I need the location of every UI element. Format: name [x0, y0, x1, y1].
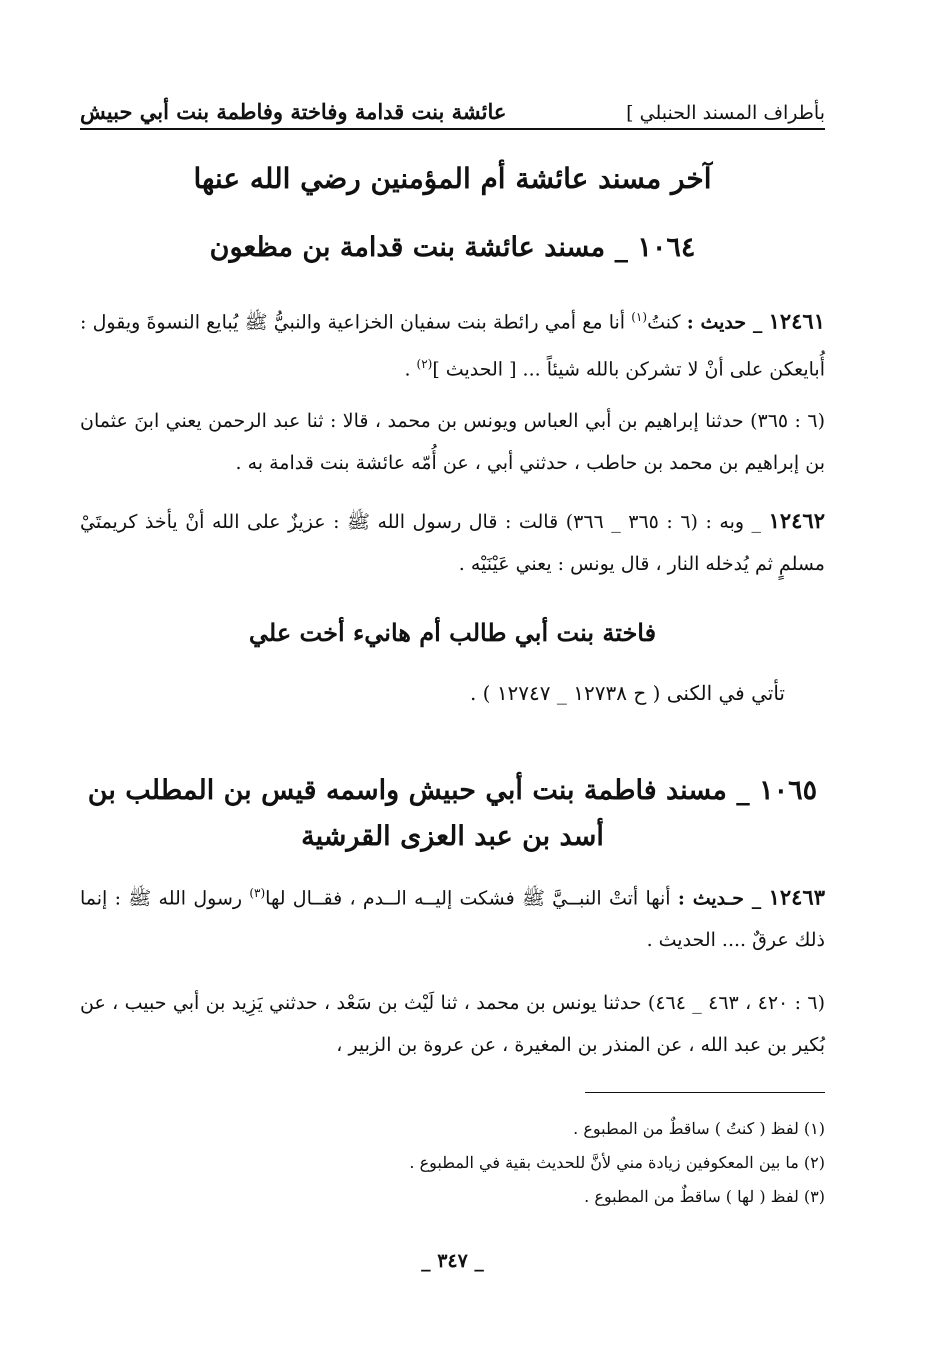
footnote-ref: (٢)	[416, 357, 433, 372]
hadith-number: ١٢٤٦١	[768, 308, 825, 334]
hadith-keyword: _ حديث :	[686, 311, 763, 334]
footnote-2: (٢) ما بين المعكوفين زيادة مني لأنَّ للحديث بقية في المطبوع .	[409, 1153, 825, 1172]
heading-end-musnad-aisha: آخر مسند عائشة أم المؤمنين رضي الله عنها	[193, 162, 712, 195]
hadith-text: أنا مع أمي رائطة بنت سفيان الخزاعية والنبيُّ ﷺ يُبايع النسوةَ ويقول : أُبايعكن على أنْ لا تشركن بالله شيئاً ... [ الحديث ]	[80, 311, 825, 381]
footnote-ref: (٣)	[249, 886, 266, 900]
footnote-3: (٣) لفظ ( لها ) ساقطٌ من المطبوع .	[584, 1187, 825, 1206]
footnote-divider	[585, 1092, 825, 1093]
running-header	[80, 92, 825, 130]
footnote-ref: (١)	[631, 310, 648, 324]
isnad-12463: (٦ : ٤٢٠ ، ٤٦٣ _ ٤٦٤) حدثنا يونس بن محمد ، ثنا لَيْث بن سَعْد ، حدثني يَزِيد بن أبي حبيب ، عن بُكير بن عبد الله ، عن المنذر بن المغيرة ، عن عروة بن الزبير ،	[80, 992, 825, 1056]
footnote-1: (١) لفظ ( كنتُ ) ساقطٌ من المطبوع .	[573, 1119, 825, 1138]
heading-musnad-1064: ١٠٦٤ _ مسند عائشة بنت قدامة بن مظعون	[209, 232, 696, 263]
page-number: _ ٣٤٧ _	[421, 1250, 484, 1272]
hadith-text-end: .	[404, 358, 411, 381]
hadith-12462	[80, 500, 825, 585]
header-book-title: بأطراف المسند الحنبلي ]	[626, 102, 825, 124]
hadith-text: أنها أتتْ النبــيَّ ﷺ فشكت إليــه الــدم ، فقــال لها	[265, 887, 671, 910]
hadith-12461	[80, 296, 825, 391]
hadith-text: رسول الله ﷺ : إنما ذلك عرقٌ .... الحديث .	[80, 887, 825, 952]
hadith-number: ١٢٤٦٢	[768, 508, 825, 533]
isnad-12461: (٦ : ٣٦٥) حدثنا إبراهيم بن أبي العباس ويونس بن محمد ، قالا : ثنا عبد الرحمن يعني ابنَ عثمان بن إبراهيم بن محمد بن حاطب ، حدثني أبي ، عن أُمّه عائشة بنت قدامة به .	[80, 410, 826, 474]
header-section-title: عائشة بنت قدامة وفاختة وفاطمة بنت أبي حبيش	[80, 99, 507, 124]
hadith-text: _ وبه : (٦ : ٣٦٥ _ ٣٦٦) قالت : قال رسول الله ﷺ : عزيزٌ على الله أنْ يأخذ كريمتَيْ مسلمٍ ثم يُدخله النار ، قال يونس : يعني عَيْنَيْه .	[80, 511, 825, 575]
cross-reference: تأتي في الكنى ( ح ١٢٧٣٨ _ ١٢٧٤٧ ) .	[469, 681, 785, 705]
hadith-12463	[80, 872, 825, 961]
heading-musnad-1065: ١٠٦٥ _ مسند فاطمة بنت أبي حبيش واسمه قيس بن المطلب بن أسد بن عبد العزى القرشية	[87, 775, 818, 852]
hadith-number: ١٢٤٦٣	[768, 884, 825, 910]
heading-fakhita: فاختة بنت أبي طالب أم هانيء أخت علي	[248, 618, 657, 647]
hadith-text: كنتُ	[647, 311, 681, 334]
footnotes	[80, 1112, 825, 1214]
hadith-keyword: _ حـديث :	[677, 887, 762, 910]
